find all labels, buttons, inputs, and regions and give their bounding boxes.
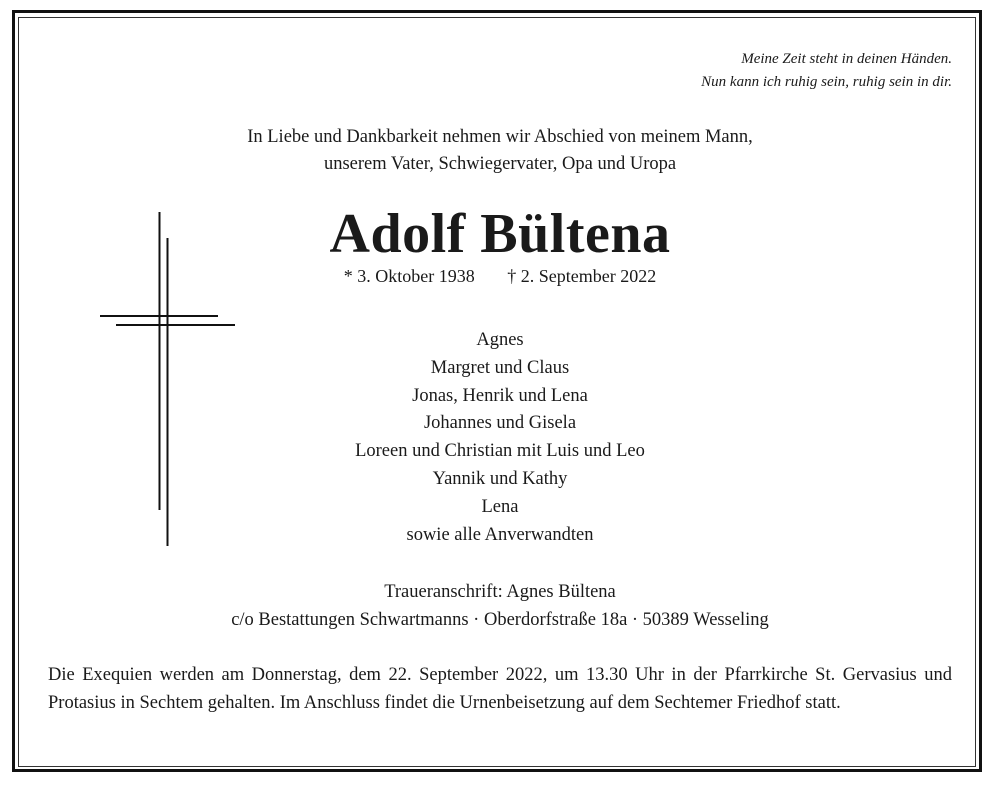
ceremony-info: Die Exequien werden am Donnerstag, dem 22. September 2022, um 13.30 Uhr in der Pfarrkirche St. Gervasius und Protasius in Sechtem gehalten. Im Anschluss findet die Urnenbeisetzung auf dem Sechtemer Friedhof statt. — [48, 665, 952, 713]
birth-date: * 3. Oktober 1938 — [343, 266, 475, 286]
life-dates — [0, 266, 1000, 287]
mourner-line: Loreen und Christian mit Luis und Leo — [355, 441, 645, 462]
death-date: † 2. September 2022 — [507, 266, 657, 286]
mourners-list — [0, 327, 1000, 549]
motto-line-2: Nun kann ich ruhig sein, ruhig sein in dir. — [701, 74, 952, 90]
mourner-line: Yannik und Kathy — [432, 468, 568, 489]
address-line-2: c/o Bestattungen Schwartmanns · Oberdorfstraße 18a · 50389 Wesseling — [231, 610, 769, 630]
motto-line-1: Meine Zeit steht in deinen Händen. — [741, 51, 952, 67]
intro-line-2: unserem Vater, Schwiegervater, Opa und Uropa — [323, 154, 677, 174]
deceased-name: Adolf Bültena — [329, 203, 671, 265]
address-line-1: Traueranschrift: Agnes Bültena — [384, 582, 616, 602]
mourner-line: Jonas, Henrik und Lena — [412, 385, 588, 406]
mourner-line: Johannes und Gisela — [423, 413, 577, 434]
mourner-line: Agnes — [476, 330, 524, 350]
mourner-line: sowie alle Anverwandten — [406, 524, 594, 545]
motto — [701, 48, 952, 94]
mourner-line: Margret und Claus — [430, 357, 570, 378]
mourning-address — [0, 578, 1000, 634]
intro-line-1: In Liebe und Dankbarkeit nehmen wir Abschied von meinem Mann, — [247, 127, 753, 147]
mourner-line: Lena — [481, 496, 519, 517]
